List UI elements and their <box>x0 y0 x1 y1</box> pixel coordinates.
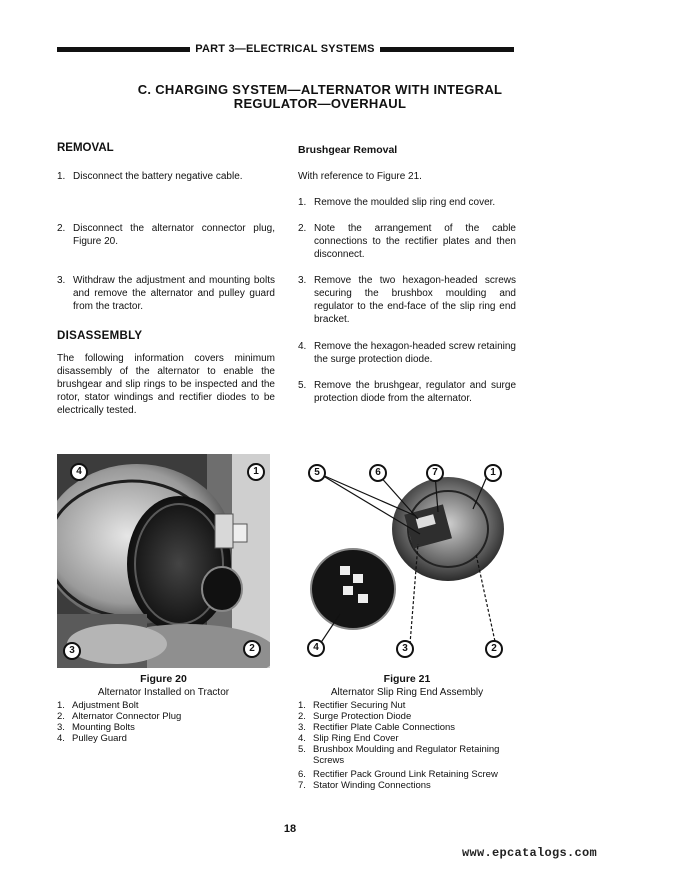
legend-text: Alternator Connector Plug <box>72 711 182 722</box>
figure-20-title: Figure 20 <box>140 673 187 685</box>
fig21-callout-3: 3 <box>396 640 414 658</box>
removal-step-3 <box>57 274 275 313</box>
fig20-callout-4: 4 <box>70 463 88 481</box>
brushgear-step-2 <box>298 222 516 261</box>
fig20-callout-3: 3 <box>63 642 81 660</box>
legend-text: Slip Ring End Cover <box>313 733 399 744</box>
fig21-callout-2: 2 <box>485 640 503 658</box>
step-text: Remove the moulded slip ring end cover. <box>314 197 496 208</box>
legend-number: 7. <box>298 780 306 791</box>
legend-number: 3. <box>57 722 65 733</box>
part-title: PART 3—ELECTRICAL SYSTEMS <box>195 43 375 55</box>
fig21-callout-5: 5 <box>308 464 326 482</box>
legend-text: Surge Protection Diode <box>313 711 412 722</box>
legend-text: Rectifier Securing Nut <box>313 700 406 711</box>
disassembly-heading: DISASSEMBLY <box>57 330 143 342</box>
brushgear-intro: With reference to Figure 21. <box>298 171 422 182</box>
legend-item <box>298 711 518 722</box>
step-text: Withdraw the adjustment and mounting bolts and remove the alternator and pulley guard from the tractor. <box>73 275 275 312</box>
legend-number: 1. <box>298 700 306 711</box>
brushgear-step-3 <box>298 274 516 326</box>
legend-item <box>298 769 518 780</box>
fig20-callout-1: 1 <box>247 463 265 481</box>
legend-text: Rectifier Plate Cable Connections <box>313 722 456 733</box>
brushgear-heading: Brushgear Removal <box>298 144 398 156</box>
legend-text: Pulley Guard <box>72 733 127 744</box>
step-number: 2. <box>57 223 66 234</box>
fig20-callout-2: 2 <box>243 640 261 658</box>
step-text: Note the arrangement of the cable connections to the rectifier plates and then disconnect. <box>314 223 516 260</box>
brushgear-step-5 <box>298 379 516 405</box>
legend-text: Adjustment Bolt <box>72 700 139 711</box>
figure-21-photo <box>298 454 516 668</box>
step-text: Remove the brushgear, regulator and surge protection diode from the alternator. <box>314 380 516 404</box>
brushgear-step-4 <box>298 340 516 366</box>
figure-20-caption: Alternator Installed on Tractor <box>97 687 230 698</box>
figure-20-photo <box>57 454 270 668</box>
removal-heading: REMOVAL <box>57 142 114 154</box>
legend-item <box>298 722 518 733</box>
section-title-line1: C. CHARGING SYSTEM—ALTERNATOR WITH INTEGRAL <box>137 82 503 97</box>
legend-text: Rectifier Pack Ground Link Retaining Screw <box>313 769 498 780</box>
section-title <box>60 83 580 111</box>
brushgear-step-1 <box>298 196 516 209</box>
header-rule-left <box>57 47 190 52</box>
fig21-callout-4: 4 <box>307 639 325 657</box>
fig21-callout-7: 7 <box>426 464 444 482</box>
fig21-callout-6: 6 <box>369 464 387 482</box>
watermark: www.epcatalogs.com <box>462 846 598 860</box>
step-text: Disconnect the alternator connector plug, Figure 20. <box>73 223 275 247</box>
step-number: 3. <box>298 275 307 286</box>
legend-number: 5. <box>298 744 306 755</box>
legend-item <box>57 700 272 711</box>
legend-number: 1. <box>57 700 65 711</box>
step-number: 3. <box>57 275 66 286</box>
alternator-photo-illustration <box>57 454 270 668</box>
legend-number: 2. <box>298 711 306 722</box>
legend-item <box>57 733 272 744</box>
disassembly-text: The following information covers minimum disassembly of the alternator to enable the brushgear and slip rings to be inspected and the rotor, stator windings and rectifier diodes to be electrically tested. <box>57 353 275 416</box>
legend-text: Brushbox Moulding and Regulator Retaining Screws <box>313 744 500 766</box>
legend-item <box>298 700 518 711</box>
legend-item <box>57 722 272 733</box>
step-number: 5. <box>298 380 307 391</box>
legend-item <box>298 744 518 766</box>
legend-text: Stator Winding Connections <box>313 780 431 791</box>
step-text: Remove the hexagon-headed screw retaining the surge protection diode. <box>314 341 516 365</box>
step-text: Remove the two hexagon-headed screws securing the brushbox moulding and regulator to the end-face of the slip ring end bracket. <box>314 275 516 325</box>
step-number: 4. <box>298 341 307 352</box>
step-number: 1. <box>57 171 66 182</box>
legend-number: 4. <box>57 733 65 744</box>
slip-ring-assembly-illustration <box>298 454 516 668</box>
section-title-line2: REGULATOR—OVERHAUL <box>233 96 407 111</box>
legend-number: 3. <box>298 722 306 733</box>
legend-number: 6. <box>298 769 306 780</box>
legend-number: 2. <box>57 711 65 722</box>
figure-20-legend <box>57 700 272 744</box>
figure-21-legend <box>298 700 518 791</box>
fig21-callout-1: 1 <box>484 464 502 482</box>
legend-item <box>298 780 518 791</box>
figure-21-caption: Alternator Slip Ring End Assembly <box>330 687 484 698</box>
page-number: 18 <box>283 823 297 835</box>
step-text: Disconnect the battery negative cable. <box>73 171 243 182</box>
legend-item <box>57 711 272 722</box>
legend-item <box>298 733 518 744</box>
figure-21-title: Figure 21 <box>383 673 431 685</box>
legend-text: Mounting Bolts <box>72 722 135 733</box>
legend-number: 4. <box>298 733 306 744</box>
header-rule-right <box>380 47 514 52</box>
step-number: 1. <box>298 197 307 208</box>
removal-step-2 <box>57 222 275 248</box>
removal-step-1 <box>57 170 275 183</box>
step-number: 2. <box>298 223 307 234</box>
